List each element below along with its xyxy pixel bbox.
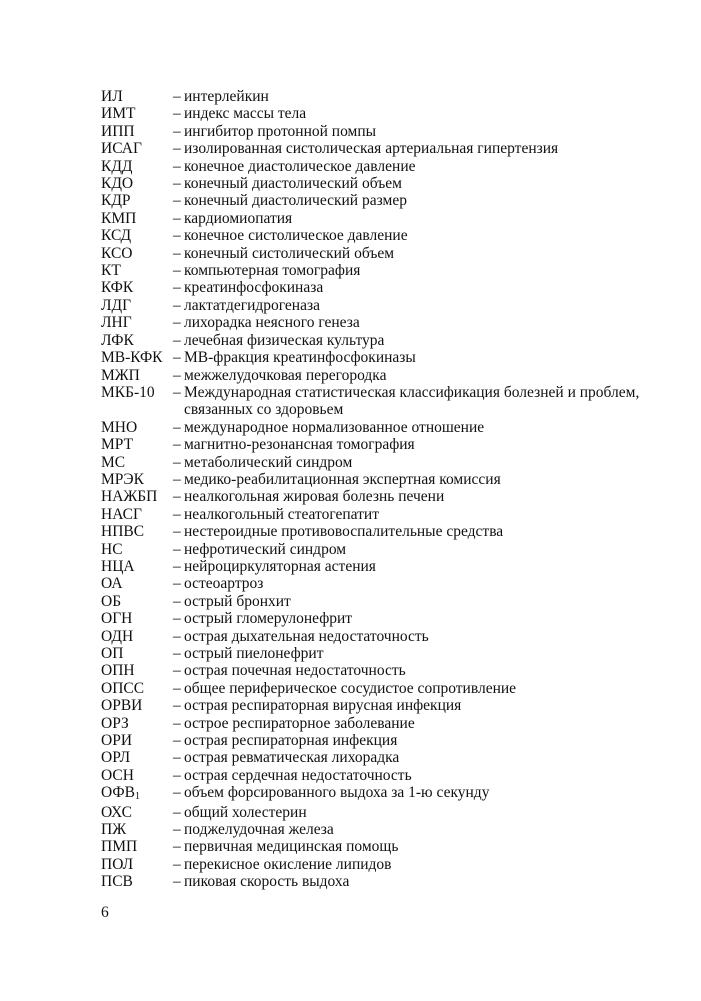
abbreviation-term-text: КФК	[101, 279, 134, 297]
abbreviation-term-text: НАСГ	[101, 505, 142, 523]
abbreviation-row	[101, 732, 661, 749]
abbreviation-dash: –	[173, 645, 181, 662]
abbreviation-term	[101, 227, 173, 244]
abbreviation-definition: острая почечная недостаточность	[184, 662, 406, 680]
abbreviation-definition: острый бронхит	[184, 592, 291, 610]
abbreviation-term	[101, 732, 173, 749]
abbreviation-row	[101, 140, 661, 157]
abbreviation-definition: магнитно-резонансная томография	[184, 436, 415, 454]
abbreviation-dash: –	[173, 383, 181, 401]
abbreviation-row	[101, 349, 661, 366]
abbreviation-row	[101, 697, 661, 714]
abbreviation-dash: –	[173, 227, 181, 245]
abbreviation-definition: острое респираторное заболевание	[184, 714, 415, 732]
abbreviation-dash: –	[173, 244, 181, 262]
abbreviation-row	[101, 749, 661, 766]
abbreviation-definition: ингибитор протонной помпы	[184, 122, 377, 140]
abbreviation-term-subscript: 1	[134, 791, 140, 803]
abbreviation-dash: –	[173, 418, 181, 436]
abbreviation-dash: –	[173, 803, 181, 821]
abbreviation-row	[101, 419, 661, 436]
abbreviation-term	[101, 838, 173, 855]
abbreviation-dash: –	[173, 366, 181, 384]
abbreviation-term	[101, 506, 173, 523]
abbreviation-term-text: НС	[101, 540, 123, 558]
abbreviation-definition: остеоартроз	[184, 575, 264, 593]
abbreviation-dash: –	[173, 821, 181, 839]
abbreviation-definition: компьютерная томография	[184, 262, 361, 280]
abbreviation-row	[101, 192, 661, 209]
abbreviation-definition: медико-реабилитационная экспертная комиссия	[184, 470, 501, 488]
abbreviation-row	[101, 680, 661, 697]
abbreviation-dash: –	[173, 627, 181, 645]
abbreviation-dash: –	[173, 523, 181, 541]
abbreviation-term	[101, 349, 173, 366]
abbreviation-term-text: ОБ	[101, 592, 122, 610]
abbreviation-term	[101, 593, 173, 610]
abbreviation-term-text: ИПП	[101, 122, 135, 140]
abbreviation-row	[101, 610, 661, 627]
abbreviation-definition: пиковая скорость выдоха	[184, 873, 350, 891]
abbreviation-row	[101, 784, 661, 803]
abbreviation-definition: неалкогольная жировая болезнь печени	[184, 488, 445, 506]
abbreviation-term	[101, 821, 173, 838]
abbreviation-row	[101, 262, 661, 279]
abbreviation-dash: –	[173, 349, 181, 367]
abbreviation-row	[101, 158, 661, 175]
abbreviation-term	[101, 488, 173, 505]
abbreviation-term-text: ЛДГ	[101, 296, 132, 314]
abbreviation-row	[101, 314, 661, 331]
abbreviation-dash: –	[173, 505, 181, 523]
abbreviation-term	[101, 123, 173, 140]
abbreviation-row	[101, 297, 661, 314]
abbreviation-term	[101, 245, 173, 262]
abbreviation-dash: –	[173, 838, 181, 856]
abbreviation-term-text: МРЭК	[101, 470, 144, 488]
abbreviation-term-text: ПЖ	[101, 821, 127, 839]
abbreviation-term-text: МНО	[101, 418, 138, 436]
abbreviation-definition: Международная статистическая классификация болезней и проблем, связанных со здоровьем	[184, 383, 640, 419]
abbreviation-dash: –	[173, 140, 181, 158]
abbreviation-term	[101, 314, 173, 331]
abbreviation-definition: острая дыхательная недостаточность	[184, 627, 429, 645]
abbreviation-definition: конечное диастолическое давление	[184, 157, 416, 175]
abbreviation-dash: –	[173, 436, 181, 454]
abbreviation-row	[101, 210, 661, 227]
abbreviation-term-text: ОРЗ	[101, 714, 129, 732]
abbreviation-definition: первичная медицинская помощь	[184, 838, 399, 856]
abbreviation-term-text: ИЛ	[101, 88, 123, 105]
abbreviation-term	[101, 175, 173, 192]
abbreviation-term	[101, 749, 173, 766]
abbreviation-definition: интерлейкин	[184, 88, 269, 105]
abbreviation-term	[101, 262, 173, 279]
abbreviation-term	[101, 873, 173, 890]
abbreviation-row	[101, 436, 661, 453]
abbreviation-definition: перекисное окисление липидов	[184, 855, 392, 873]
abbreviation-definition: лихорадка неясного генеза	[184, 314, 360, 332]
abbreviation-dash: –	[173, 697, 181, 715]
abbreviation-definition: лактатдегидрогеназа	[184, 296, 320, 314]
abbreviation-term	[101, 523, 173, 540]
abbreviation-term	[101, 88, 173, 105]
abbreviation-term	[101, 140, 173, 157]
abbreviation-term	[101, 767, 173, 784]
abbreviation-definition: нефротический синдром	[184, 540, 347, 558]
abbreviation-term	[101, 158, 173, 175]
abbreviation-dash: –	[173, 557, 181, 575]
abbreviation-definition: конечный систолический объем	[184, 244, 395, 262]
abbreviation-row	[101, 662, 661, 679]
abbreviation-definition: острый гломерулонефрит	[184, 610, 353, 628]
abbreviation-term-text: КДР	[101, 192, 131, 210]
abbreviation-definition: креатинфосфокиназа	[184, 279, 324, 297]
abbreviation-term-text: МКБ-10	[101, 383, 155, 401]
abbreviation-dash: –	[173, 855, 181, 873]
abbreviation-term	[101, 804, 173, 821]
abbreviation-row	[101, 245, 661, 262]
abbreviation-definition: неалкогольный стеатогепатит	[184, 505, 379, 523]
abbreviation-term-text: МРТ	[101, 436, 134, 454]
abbreviation-list	[101, 88, 661, 891]
abbreviation-term-text: МС	[101, 453, 126, 471]
abbreviation-dash: –	[173, 122, 181, 140]
abbreviation-term	[101, 279, 173, 296]
abbreviation-term	[101, 541, 173, 558]
abbreviation-term	[101, 192, 173, 209]
abbreviation-dash: –	[173, 296, 181, 314]
abbreviation-row	[101, 506, 661, 523]
abbreviation-term	[101, 662, 173, 679]
abbreviation-term	[101, 454, 173, 471]
abbreviation-term	[101, 628, 173, 645]
abbreviation-term-text: КСО	[101, 244, 133, 262]
abbreviation-dash: –	[173, 262, 181, 280]
abbreviation-term	[101, 332, 173, 349]
abbreviation-dash: –	[173, 592, 181, 610]
abbreviation-term	[101, 105, 173, 122]
abbreviation-definition: конечный диастолический объем	[184, 175, 402, 193]
abbreviation-row	[101, 767, 661, 784]
abbreviation-row	[101, 804, 661, 821]
abbreviation-row	[101, 645, 661, 662]
abbreviation-row	[101, 471, 661, 488]
abbreviation-term	[101, 680, 173, 697]
abbreviation-definition: острый пиелонефрит	[184, 645, 324, 662]
abbreviation-term	[101, 645, 173, 662]
abbreviation-definition: метаболический синдром	[184, 453, 353, 471]
abbreviation-dash: –	[173, 157, 181, 175]
abbreviation-term-text: ОХС	[101, 803, 132, 821]
abbreviation-term	[101, 436, 173, 453]
abbreviation-definition: кардиомиопатия	[184, 209, 293, 227]
abbreviation-dash: –	[173, 314, 181, 332]
abbreviation-row	[101, 123, 661, 140]
abbreviation-term-text: ОПСС	[101, 679, 145, 697]
abbreviation-term-text: ЛНГ	[101, 314, 132, 332]
abbreviation-dash: –	[173, 873, 181, 891]
abbreviation-dash: –	[173, 470, 181, 488]
abbreviation-term	[101, 384, 173, 401]
abbreviation-definition: конечное систолическое давление	[184, 227, 408, 245]
abbreviation-term	[101, 784, 173, 803]
abbreviation-dash: –	[173, 610, 181, 628]
abbreviation-definition: межжелудочковая перегородка	[184, 366, 387, 384]
abbreviation-term-text: КТ	[101, 262, 121, 280]
abbreviation-term-text: КДД	[101, 157, 133, 175]
abbreviation-term-text: ОГН	[101, 610, 133, 628]
page-number: 6	[101, 904, 109, 921]
abbreviation-term-text: КДО	[101, 175, 134, 193]
abbreviation-row	[101, 105, 661, 122]
abbreviation-dash: –	[173, 714, 181, 732]
abbreviation-term-text: ОРЛ	[101, 749, 131, 767]
abbreviation-dash: –	[173, 279, 181, 297]
abbreviation-definition: МВ-фракция креатинфосфокиназы	[184, 349, 416, 367]
abbreviation-row	[101, 558, 661, 575]
abbreviation-term	[101, 419, 173, 436]
abbreviation-dash: –	[173, 679, 181, 697]
abbreviation-term	[101, 575, 173, 592]
abbreviation-term-text: ОПН	[101, 662, 135, 680]
abbreviation-definition: острая респираторная вирусная инфекция	[184, 697, 462, 715]
abbreviation-definition: острая сердечная недостаточность	[184, 766, 412, 784]
abbreviation-term	[101, 471, 173, 488]
abbreviation-row	[101, 523, 661, 540]
abbreviation-term-text: МЖП	[101, 366, 140, 384]
abbreviation-term-text: ОРВИ	[101, 697, 143, 715]
abbreviation-definition: объем форсированного выдоха за 1-ю секунду	[184, 784, 490, 802]
abbreviation-term-text: ИСАГ	[101, 140, 142, 158]
abbreviation-definition: общий холестерин	[184, 803, 307, 821]
abbreviation-definition: острая ревматическая лихорадка	[184, 749, 400, 767]
abbreviation-dash: –	[173, 784, 181, 802]
abbreviation-term-text: ПМП	[101, 838, 138, 856]
abbreviation-row	[101, 873, 661, 890]
abbreviation-dash: –	[173, 732, 181, 750]
abbreviation-row	[101, 454, 661, 471]
abbreviation-row	[101, 856, 661, 873]
abbreviation-dash: –	[173, 453, 181, 471]
abbreviation-term-text: ОФВ	[101, 784, 135, 802]
abbreviation-row	[101, 593, 661, 610]
abbreviation-term	[101, 715, 173, 732]
abbreviation-term-text: ОП	[101, 645, 124, 662]
abbreviation-dash: –	[173, 105, 181, 123]
abbreviation-row	[101, 575, 661, 592]
abbreviation-term	[101, 558, 173, 575]
abbreviation-term-text: НАЖБП	[101, 488, 158, 506]
abbreviation-definition: поджелудочная железа	[184, 821, 334, 839]
abbreviation-term-text: НПВС	[101, 523, 145, 541]
abbreviation-dash: –	[173, 540, 181, 558]
abbreviation-term-text: ПСВ	[101, 873, 133, 891]
abbreviation-dash: –	[173, 175, 181, 193]
abbreviation-row	[101, 628, 661, 645]
abbreviation-dash: –	[173, 331, 181, 349]
abbreviation-row	[101, 838, 661, 855]
abbreviation-row	[101, 821, 661, 838]
abbreviation-dash: –	[173, 192, 181, 210]
abbreviation-term-text: ОСН	[101, 766, 134, 784]
abbreviation-term-text: НЦА	[101, 557, 135, 575]
abbreviation-definition: изолированная систолическая артериальная гипертензия	[184, 140, 559, 158]
abbreviation-term	[101, 697, 173, 714]
abbreviation-row	[101, 227, 661, 244]
abbreviation-row	[101, 175, 661, 192]
abbreviation-row	[101, 541, 661, 558]
abbreviation-dash: –	[173, 662, 181, 680]
abbreviation-row	[101, 367, 661, 384]
abbreviation-definition: общее периферическое сосудистое сопротивление	[184, 679, 517, 697]
abbreviation-term	[101, 210, 173, 227]
abbreviation-definition: конечный диастолический размер	[184, 192, 407, 210]
abbreviation-dash: –	[173, 209, 181, 227]
abbreviation-row	[101, 332, 661, 349]
abbreviation-term-text: ИМТ	[101, 105, 136, 123]
abbreviation-term	[101, 297, 173, 314]
abbreviation-definition: нестероидные противовоспалительные средства	[184, 523, 504, 541]
abbreviation-term-text: КМП	[101, 209, 137, 227]
abbreviation-term-text: ПОЛ	[101, 855, 134, 873]
abbreviation-row	[101, 88, 661, 105]
abbreviation-row	[101, 715, 661, 732]
abbreviation-definition: индекс массы тела	[184, 105, 307, 123]
abbreviation-term-text: ОА	[101, 575, 123, 593]
abbreviation-dash: –	[173, 575, 181, 593]
abbreviation-definition: нейроциркуляторная астения	[184, 557, 376, 575]
abbreviation-term-text: ЛФК	[101, 331, 134, 349]
abbreviation-definition: лечебная физическая культура	[184, 331, 385, 349]
abbreviation-dash: –	[173, 488, 181, 506]
abbreviation-definition: острая респираторная инфекция	[184, 732, 398, 750]
abbreviation-term-text: МВ-КФК	[101, 349, 163, 367]
abbreviation-term-text: ОРИ	[101, 732, 133, 750]
abbreviation-dash: –	[173, 749, 181, 767]
abbreviation-row	[101, 488, 661, 505]
abbreviation-term	[101, 856, 173, 873]
abbreviation-row	[101, 279, 661, 296]
abbreviation-term-text: ОДН	[101, 627, 134, 645]
abbreviation-term-text: КСД	[101, 227, 132, 245]
abbreviation-term	[101, 367, 173, 384]
abbreviation-dash: –	[173, 88, 181, 105]
abbreviation-row	[101, 384, 661, 419]
abbreviation-dash: –	[173, 766, 181, 784]
abbreviation-term	[101, 610, 173, 627]
abbreviation-definition: международное нормализованное отношение	[184, 418, 485, 436]
